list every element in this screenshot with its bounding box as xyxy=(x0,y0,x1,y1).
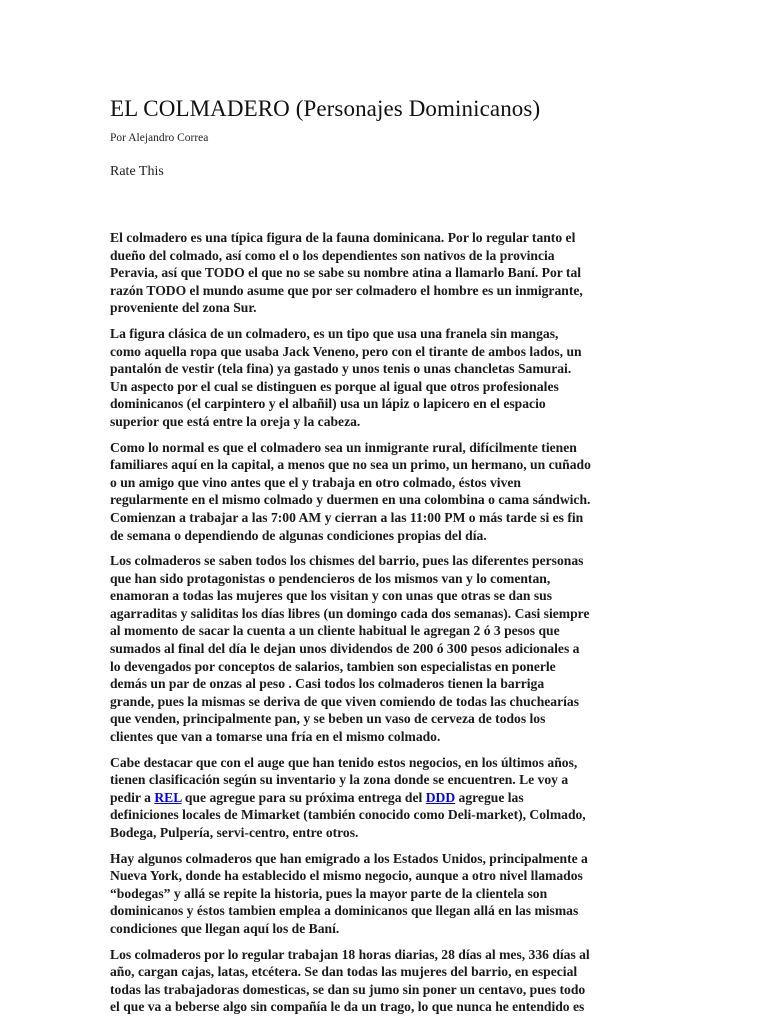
text-line-with-links xyxy=(110,789,662,807)
text-line: enamoran a todas las mujeres que los visitan y con unas que otras se dan sus xyxy=(110,588,552,604)
text-line: dominicanos (el carpintero y el albañil) usa un lápiz o lapicero en el espacio xyxy=(110,396,546,412)
article-byline: Por Alejandro Correa xyxy=(110,132,209,144)
text-line: razón TODO el mundo asume que por ser colmadero el hombre es un inmigrante, xyxy=(110,282,583,298)
text-line: Cabe destacar que con el auge que han tenido estos negocios, en los últimos años, xyxy=(110,754,578,770)
text-line: como aquella ropa que usaba Jack Veneno, pero con el tirante de ambos lados, un xyxy=(110,343,582,359)
text-line: Peravia, así que TODO el que no se sabe su nombre atina a llamarlo Baní. Por tal xyxy=(110,265,582,281)
text-line: proveniente del zona Sur. xyxy=(110,300,257,316)
link-line-mid: que agregue para su próxima entrega del xyxy=(181,789,426,805)
text-line: Los colmaderos por lo regular trabajan 18 horas diarias, 28 días al mes, 336 días al xyxy=(110,946,590,962)
paragraph-6 xyxy=(110,850,662,938)
text-line: regularmente en el mismo colmado y duermen en una colombina o cama sándwich. xyxy=(110,492,591,508)
text-line: pantalón de vestir (tela fina) ya gastado y unos tenis o unas chancletas Samurai. xyxy=(110,361,572,377)
paragraph-4 xyxy=(110,552,662,746)
text-line: de semana o dependiendo de algunas condiciones propias del día. xyxy=(110,527,487,543)
text-line: superior que está entre la oreja y la cabeza. xyxy=(110,413,361,429)
ddd-link[interactable]: DDD xyxy=(425,789,456,805)
paragraph-5 xyxy=(110,754,662,842)
text-line: Comienzan a trabajar a las 7:00 AM y cierran a las 11:00 PM o más tarde si es fin xyxy=(110,509,584,525)
paragraph-7 xyxy=(110,946,662,1016)
rel-link[interactable]: REL xyxy=(154,789,182,805)
link-line-post: agregue las xyxy=(455,789,524,805)
text-line: que han sido protagonistas o pendencieros de los mismos van y lo comentan, xyxy=(110,570,551,586)
text-line: clientes que van a tomarse una fría en el mismo colmado. xyxy=(110,729,441,745)
text-line: año, cargan cajas, latas, etcétera. Se dan todas las mujeres del barrio, en especial xyxy=(110,964,578,980)
text-line: grande, pues la mismas se deriva de que viven comiendo de todas las chuchearías xyxy=(110,693,579,709)
paragraph-3 xyxy=(110,439,662,545)
text-line: condiciones que llegan aquí los de Baní. xyxy=(110,920,340,936)
text-line: La figura clásica de un colmadero, es un tipo que usa una franela sin mangas, xyxy=(110,325,559,341)
text-line: definiciones locales de Mimarket (también conocido como Deli-market), Colmado, xyxy=(110,807,586,823)
text-line: dueño del colmado, así como el o los dependientes son nativos de la provincia xyxy=(110,247,555,263)
text-line: tienen clasificación según su inventario y la zona donde se encuentren. Le voy a xyxy=(110,772,569,788)
text-line: el que va a beberse algo sin compañía le da un trago, lo que nunca he entendido es xyxy=(110,999,585,1015)
text-line: todas las trabajadoras domesticas, se dan su jumo sin poner un centavo, pues todo xyxy=(110,981,586,997)
paragraph-2 xyxy=(110,325,662,431)
paragraph-1 xyxy=(110,229,662,317)
rate-this-link[interactable]: Rate This xyxy=(110,164,164,179)
text-line: “bodegas” y allá se repite la historia, pues la mayor parte de la clientela son xyxy=(110,885,548,901)
text-line: dominicanos y éstos tambien emplea a dominicanos que llegan allá en las mismas xyxy=(110,903,579,919)
text-line: familiares aquí en la capital, a menos que no sea un primo, un hermano, un cuñado xyxy=(110,457,591,473)
text-line: que venden, principalmente pan, y se beben un vaso de cerveza de todos los xyxy=(110,711,546,727)
link-line-pre: pedir a xyxy=(110,789,155,805)
text-line: agarraditas y saliditas los días libres (un domingo cada dos semanas). Casi siempre xyxy=(110,605,590,621)
text-line: Un aspecto por el cual se distinguen es porque al igual que otros profesionales xyxy=(110,378,559,394)
text-line: al momento de sacar la cuenta a un cliente habitual le agregan 2 ó 3 pesos que xyxy=(110,623,560,639)
article-body xyxy=(110,229,662,1024)
text-line: Los colmaderos se saben todos los chismes del barrio, pues las diferentes personas xyxy=(110,553,584,569)
text-line: lo devengados por conceptos de salarios, tambien son especialistas en ponerle xyxy=(110,658,556,674)
text-line: sumados al final del día le dejan unos dividendos de 200 ó 300 pesos adicionales a xyxy=(110,641,580,657)
text-line: demás un par de onzas al peso . Casi todos los colmaderos tienen la barriga xyxy=(110,676,545,692)
text-line: o un amigo que vino antes que el y trabaja en otro colmado, éstos viven xyxy=(110,474,521,490)
article-title: EL COLMADERO (Personajes Dominicanos) xyxy=(110,96,541,121)
text-line: El colmadero es una típica figura de la fauna dominicana. Por lo regular tanto el xyxy=(110,230,576,245)
text-line: Hay algunos colmaderos que han emigrado a los Estados Unidos, principalmente a xyxy=(110,850,588,866)
text-line: Bodega, Pulpería, servi-centro, entre otros. xyxy=(110,825,359,840)
text-line: Nueva York, donde ha establecido el mismo negocio, aunque a otro nivel llamados xyxy=(110,868,583,884)
text-line: Como lo normal es que el colmadero sea un inmigrante rural, difícilmente tienen xyxy=(110,439,577,455)
